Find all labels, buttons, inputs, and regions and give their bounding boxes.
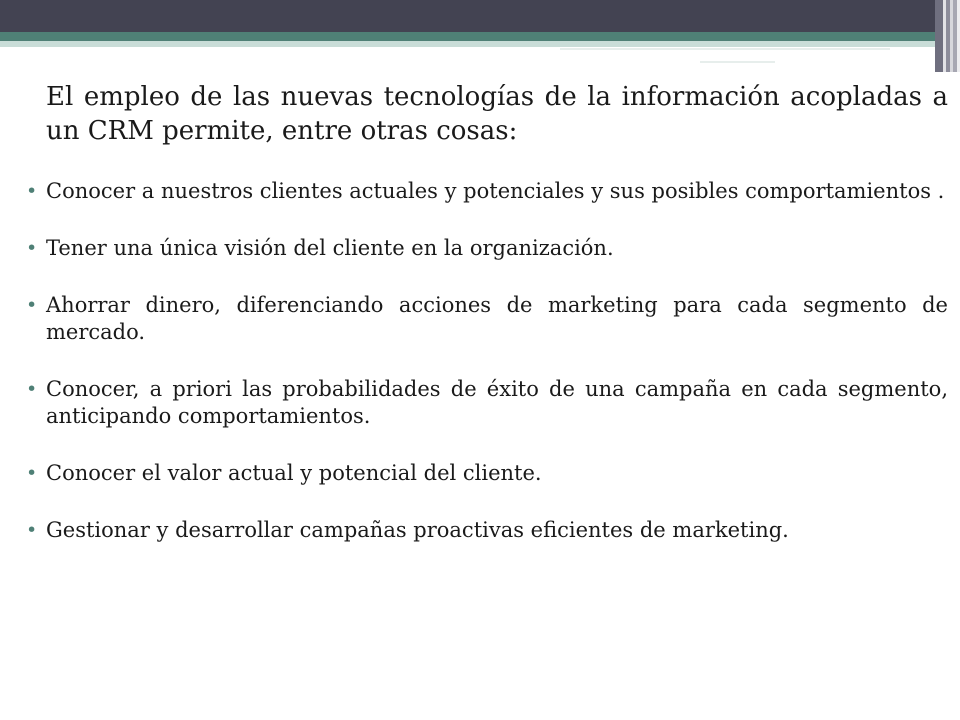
- bullet-item: [26, 460, 948, 487]
- bullet-text: Conocer a nuestros clientes actuales y potenciales y sus posibles comportamientos .: [46, 179, 945, 203]
- corner-stripe: [935, 0, 943, 72]
- header-accent-line-short: [700, 61, 775, 63]
- bullet-text: Ahorrar dinero, diferenciando acciones de marketing para cada segmento de mercado.: [46, 293, 948, 344]
- bullet-item: [26, 517, 948, 544]
- bullet-text: Tener una única visión del cliente en la organización.: [46, 236, 614, 260]
- bullet-item: [26, 292, 948, 346]
- header-band-teal: [0, 32, 935, 41]
- bullet-text: Conocer, a priori las probabilidades de éxito de una campaña en cada segmento, anticipando comportamientos.: [46, 377, 948, 428]
- corner-stripes: [935, 0, 960, 72]
- bullet-list: [26, 178, 948, 544]
- bullet-item: [26, 376, 948, 430]
- bullet-marker: •: [26, 294, 38, 316]
- bullet-item: [26, 235, 948, 262]
- bullet-marker: •: [26, 462, 38, 484]
- bullet-text: Gestionar y desarrollar campañas proactivas eficientes de marketing.: [46, 518, 789, 542]
- bullet-marker: •: [26, 237, 38, 259]
- bullet-marker: •: [26, 378, 38, 400]
- intro-paragraph: El empleo de las nuevas tecnologías de la información acopladas a un CRM permite, entre otras cosas:: [46, 82, 948, 146]
- slide-content: [26, 80, 948, 574]
- bullet-text: Conocer el valor actual y potencial del cliente.: [46, 461, 542, 485]
- header-accent-line: [560, 48, 890, 50]
- bullet-marker: •: [26, 180, 38, 202]
- header-band-dark: [0, 0, 935, 32]
- bullet-item: [26, 178, 948, 205]
- bullet-marker: •: [26, 519, 38, 541]
